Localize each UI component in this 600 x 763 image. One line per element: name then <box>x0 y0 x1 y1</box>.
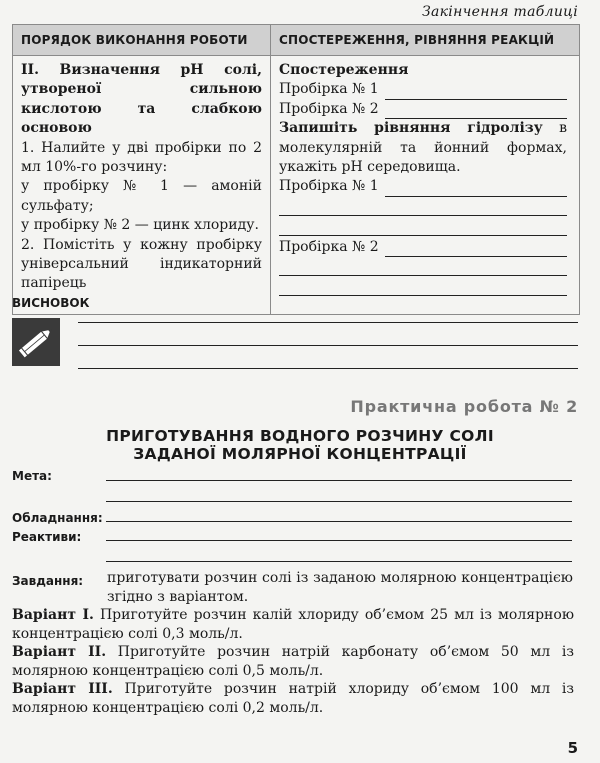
pencil-icon <box>12 318 60 366</box>
variant-3-label: Варіант ІІІ. <box>12 681 113 697</box>
procedure-column <box>13 56 271 314</box>
tube-1-eq-line[interactable] <box>385 182 567 197</box>
answer-line[interactable] <box>279 197 567 216</box>
answer-line[interactable] <box>279 257 567 276</box>
conclusion-line[interactable] <box>78 345 578 346</box>
answer-line[interactable] <box>279 216 567 235</box>
instruction-rest: в молекулярній та йонний формах, укажіть рН середовища. <box>279 120 567 176</box>
tube-1-answer-line[interactable] <box>385 85 567 100</box>
task-label: Завдання: <box>12 574 84 588</box>
tube-1-eq-row <box>279 177 567 196</box>
tube-1-label: Пробірка № 1 <box>279 81 379 98</box>
page-number: 5 <box>567 739 578 757</box>
variant-3 <box>12 680 574 717</box>
variant-2-text: Приготуйте розчин натрій карбонату об’ємом 50 мл із молярною концентрацією солі 0,5 моль/л. <box>12 644 574 679</box>
header-procedure: ПОРЯДОК ВИКОНАННЯ РОБОТИ <box>13 25 271 55</box>
procedure-table <box>12 24 580 315</box>
goal-line[interactable] <box>106 501 572 502</box>
practical-title-line-2: ЗАДАНОЇ МОЛЯРНОЇ КОНЦЕНТРАЦІЇ <box>133 445 467 463</box>
variant-2-label: Варіант ІІ. <box>12 644 107 660</box>
practical-heading: Практична робота № 2 <box>350 397 578 416</box>
reagents-line[interactable] <box>106 561 572 562</box>
variant-1 <box>12 606 574 643</box>
goal-label: Мета: <box>12 469 52 483</box>
section-ii-title: II. Визначення рН солі, утвореної сильною кислотою та слабкою основою <box>21 62 262 137</box>
task-text: приготувати розчин солі із заданою молярною концентрацією згідно з варіантом. <box>107 570 573 605</box>
variant-1-text: Приготуйте розчин калій хлориду об’ємом 25 мл із молярною концентрацією солі 0,3 моль/л. <box>12 607 575 642</box>
conclusion-line[interactable] <box>78 368 578 369</box>
tube-1-eq-label: Пробірка № 1 <box>279 178 379 195</box>
tube-2-eq-row <box>279 238 567 257</box>
step-1b: у пробірку № 2 — цинк хлориду. <box>21 217 259 234</box>
answer-line[interactable] <box>279 276 567 295</box>
tube-2-answer-line[interactable] <box>385 104 567 119</box>
observations-title: Спостереження <box>279 62 409 78</box>
continuation-note: Закінчення таблиці <box>421 4 578 20</box>
variant-3-text: Приготуйте розчин натрій хлориду об’ємом 100 мл із молярною концентрацією солі 0,2 моль/л. <box>12 681 574 716</box>
table-body <box>13 56 579 314</box>
instruction-bold: Запишіть рівняння гідролізу <box>279 120 543 137</box>
equipment-label: Обладнання: <box>12 511 103 525</box>
tube-2-eq-label: Пробірка № 2 <box>279 238 379 255</box>
conclusion-line[interactable] <box>78 322 578 323</box>
reagents-label: Реактиви: <box>12 530 82 544</box>
goal-line[interactable] <box>106 480 572 481</box>
step-1: 1. Налийте у дві пробірки по 2 мл 10%-го розчину: <box>21 139 262 176</box>
tube-2-label: Пробірка № 2 <box>279 100 379 117</box>
variant-1-label: Варіант І. <box>12 607 94 623</box>
tube-1-row <box>279 80 567 99</box>
conclusion-title: ВИСНОВОК <box>12 296 90 310</box>
header-observations: СПОСТЕРЕЖЕННЯ, РІВНЯННЯ РЕАКЦІЙ <box>279 33 555 47</box>
step-2: 2. Помістіть у кожну пробірку універсальний індикаторний папірець <box>21 236 262 292</box>
observations-column <box>271 56 577 314</box>
hydrolysis-instruction <box>279 119 567 177</box>
reagents-line[interactable] <box>106 540 572 541</box>
table-header <box>13 25 579 56</box>
variant-2 <box>12 643 574 680</box>
step-1a: у пробірку № 1 — амоній сульфату; <box>21 178 262 214</box>
equipment-line[interactable] <box>106 521 572 522</box>
practical-title-line-1: ПРИГОТУВАННЯ ВОДНОГО РОЗЧИНУ СОЛІ <box>106 427 494 445</box>
tube-2-row <box>279 100 567 119</box>
tube-2-eq-line[interactable] <box>385 242 567 257</box>
